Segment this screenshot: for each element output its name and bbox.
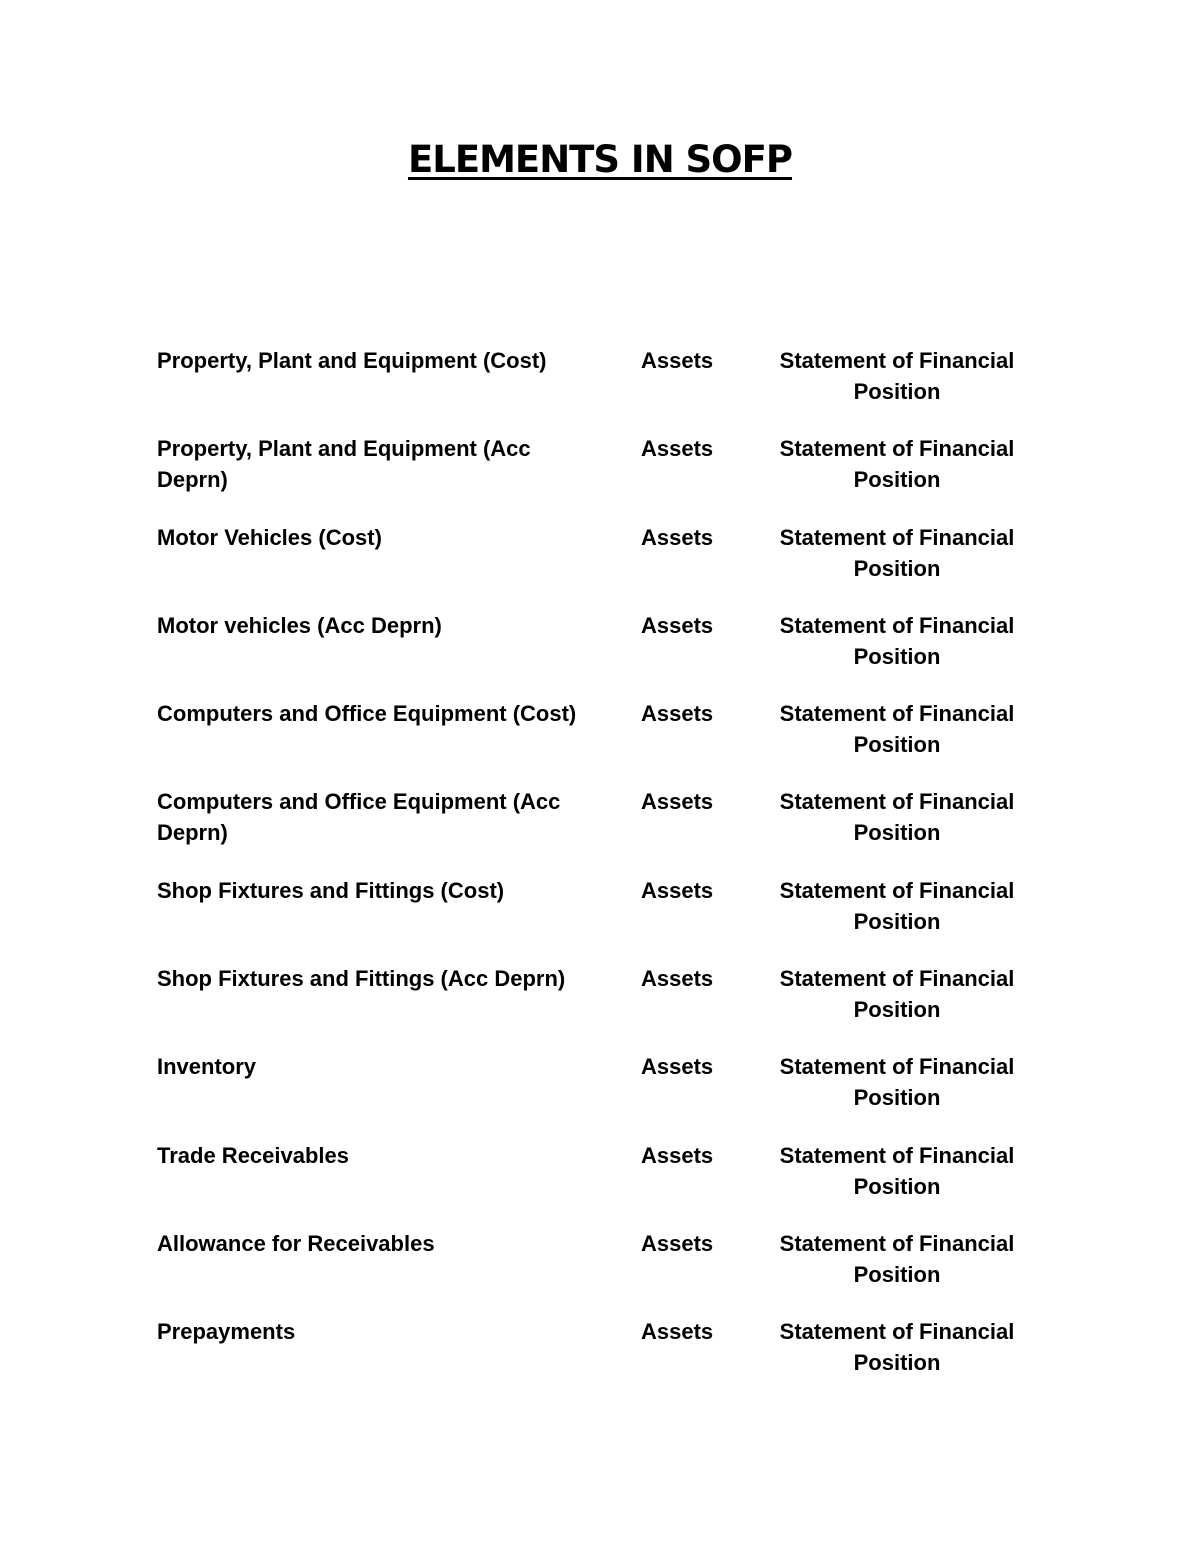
list-item [157,1051,1037,1139]
element-name: Property, Plant and Equipment (Cost) [157,348,547,373]
element-statement: Statement of Financial Position [779,1054,1015,1111]
list-item [157,433,1037,521]
element-statement: Statement of Financial Position [779,877,1015,934]
element-statement: Statement of Financial Position [779,612,1015,669]
element-name: Shop Fixtures and Fittings (Cost) [157,877,505,903]
element-name: Allowance for Receivables [157,1230,435,1256]
element-name: Motor Vehicles (Cost) [157,524,382,550]
element-category: Assets [641,701,714,727]
element-category: Assets [641,612,714,638]
element-statement: Statement of Financial Position [779,1319,1015,1376]
list-item [157,1140,1037,1228]
element-name: Prepayments [157,1319,296,1345]
page-title: ELEMENTS IN SOFP [407,138,793,181]
list-item [157,522,1037,610]
element-name: Computers and Office Equipment (Cost) [157,701,577,727]
list-item [157,786,1037,874]
element-name: Computers and Office Equipment (Acc Deprn) [157,789,561,846]
element-statement: Statement of Financial Position [779,1230,1015,1287]
element-statement: Statement of Financial Position [779,701,1015,758]
element-category: Assets [641,877,714,903]
element-name: Inventory [157,1054,257,1080]
element-name: Property, Plant and Equipment (Acc Deprn) [157,436,531,493]
elements-list [157,345,1037,1405]
element-category: Assets [641,966,714,992]
element-statement: Statement of Financial Position [779,524,1015,581]
list-item [157,1228,1037,1316]
element-category: Assets [641,524,714,550]
list-item [157,1316,1037,1404]
list-item [157,875,1037,963]
list-item [157,610,1037,698]
element-category: Assets [641,1054,714,1080]
element-name: Motor vehicles (Acc Deprn) [157,612,442,638]
element-category: Assets [641,348,714,373]
element-statement: Statement of Financial Position [779,348,1015,404]
element-category: Assets [641,1142,714,1168]
element-category: Assets [641,1230,714,1256]
element-name: Trade Receivables [157,1142,350,1168]
list-item [157,345,1037,433]
list-item [157,698,1037,786]
element-category: Assets [641,789,714,815]
list-item [157,963,1037,1051]
element-category: Assets [641,436,714,462]
element-statement: Statement of Financial Position [779,436,1015,493]
element-statement: Statement of Financial Position [779,1142,1015,1199]
element-statement: Statement of Financial Position [779,789,1015,846]
element-statement: Statement of Financial Position [779,966,1015,1023]
element-name: Shop Fixtures and Fittings (Acc Deprn) [157,966,566,992]
element-category: Assets [641,1319,714,1345]
